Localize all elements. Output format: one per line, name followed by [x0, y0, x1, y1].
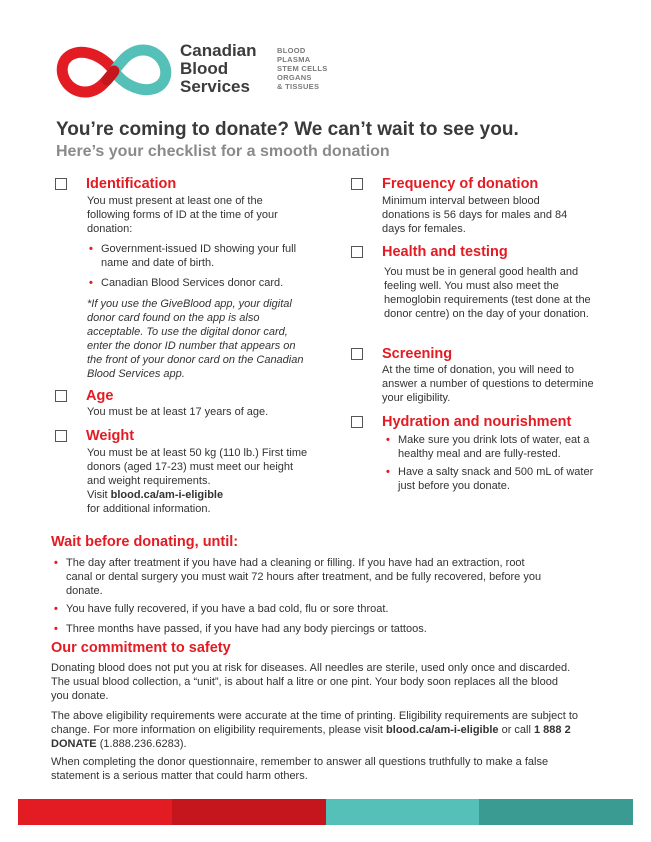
list-item: • Three months have passed, if you have had any body piercings or tattoos. — [52, 622, 552, 636]
logo-name-line: Services — [180, 77, 250, 96]
page-subtitle: Here’s your checklist for a smooth donation — [56, 143, 390, 160]
weight-title: Weight — [86, 428, 135, 444]
hydration-checkbox[interactable] — [351, 416, 363, 428]
eligibility-link[interactable]: blood.ca/am-i-eligible — [386, 724, 499, 736]
footer-bar-dark-teal — [479, 799, 633, 825]
eligibility-link[interactable]: blood.ca/am-i-eligible — [110, 489, 224, 501]
list-item: • Make sure you drink lots of water, eat a healthy meal and are fully-rested. — [384, 433, 594, 461]
screening-checkbox[interactable] — [351, 348, 363, 360]
logo-tag-line: STEM CELLS — [277, 64, 328, 73]
identification-title: Identification — [86, 176, 177, 192]
logo-tag-line: ORGANS — [277, 73, 312, 82]
screening-text: At the time of donation, you will need to answer a number of questions to determine your eligibility. — [382, 364, 594, 404]
logo-name-line: Blood — [180, 59, 229, 78]
footer-bar-dark-red — [172, 799, 326, 825]
health-title: Health and testing — [382, 244, 508, 260]
weight-visit-prefix: Visit — [87, 489, 111, 501]
frequency-text: Minimum interval between blood donations is 56 days for males and 84 days for females. — [382, 195, 568, 235]
weight-visit-suffix: for additional information. — [87, 503, 211, 515]
identification-checkbox[interactable] — [55, 178, 67, 190]
commitment-para-2-mid: or call — [498, 724, 534, 736]
hydration-list — [384, 433, 594, 499]
health-checkbox[interactable] — [351, 246, 363, 258]
weight-checkbox[interactable] — [55, 430, 67, 442]
donate-phone-number[interactable]: 1 888 2 DONATE — [51, 724, 571, 750]
logo — [55, 40, 345, 102]
frequency-checkbox[interactable] — [351, 178, 363, 190]
footer-bar-teal — [326, 799, 480, 825]
list-item: • Have a salty snack and 500 mL of water just before you donate. — [384, 465, 594, 493]
age-text: You must be at least 17 years of age. — [87, 406, 269, 418]
list-item: • Government-issued ID showing your full name and date of birth. — [87, 242, 307, 270]
wait-list — [52, 556, 552, 642]
age-checkbox[interactable] — [55, 390, 67, 402]
commitment-para-3: When completing the donor questionnaire, remember to answer all questions truthfully to make a false statement is a serious matter that could harm others. — [51, 756, 549, 782]
identification-note: *If you use the GiveBlood app, your digital donor card found on the app is also acceptable. To use the digital donor card, enter the donor ID number that appears on the front of your donor card on the Canadian Blood Services app. — [87, 298, 304, 380]
commitment-para-2 — [51, 709, 607, 751]
wait-title: Wait before donating, until: — [51, 534, 239, 550]
commitment-title: Our commitment to safety — [51, 640, 231, 656]
footer-color-bar — [18, 799, 633, 825]
logo-tag-line: PLASMA — [277, 55, 311, 64]
age-title: Age — [86, 388, 114, 404]
commitment-para-2-prefix: The above eligibility requirements were accurate at the time of printing. Eligibility requirements are subject to change. For more information on eligibility requirements, please visit — [51, 710, 579, 736]
footer-bar-red — [18, 799, 172, 825]
page-title: You’re coming to donate? We can’t wait to see you. — [56, 119, 519, 140]
list-item: • The day after treatment if you have had a cleaning or filling. If you have had an extraction, root canal or dental surgery you must wait 72 hours after treatment, and be fully recovered, before you donate. — [52, 556, 552, 598]
weight-text: You must be at least 50 kg (110 lb.) First time donors (aged 17-23) must meet our height and weight requirements. — [87, 447, 308, 487]
logo-infinity-icon — [55, 40, 173, 102]
frequency-title: Frequency of donation — [382, 176, 539, 192]
commitment-para-2-suffix: (1.888.236.6283). — [96, 738, 187, 750]
list-item: • Canadian Blood Services donor card. — [87, 276, 307, 290]
logo-name-line: Canadian — [180, 41, 257, 60]
identification-intro: You must present at least one of the following forms of ID at the time of your donation: — [87, 195, 278, 235]
logo-tag-line: BLOOD — [277, 46, 306, 55]
health-text: You must be in general good health and feeling well. You must also meet the hemoglobin requirements (test done at the donor centre) on the day of your donation. — [384, 266, 591, 320]
hydration-title: Hydration and nourishment — [382, 414, 572, 430]
commitment-para-1: Donating blood does not put you at risk for diseases. All needles are sterile, used only once and discarded. The usual blood collection, a “unit”, is about half a litre or one pint. Your body soon replaces all the blood you donate. — [51, 662, 571, 702]
logo-tag-line: & TISSUES — [277, 82, 320, 91]
weight-visit — [87, 488, 317, 516]
screening-title: Screening — [382, 346, 453, 362]
list-item: • You have fully recovered, if you have a bad cold, flu or sore throat. — [52, 602, 552, 616]
identification-list — [87, 242, 307, 296]
